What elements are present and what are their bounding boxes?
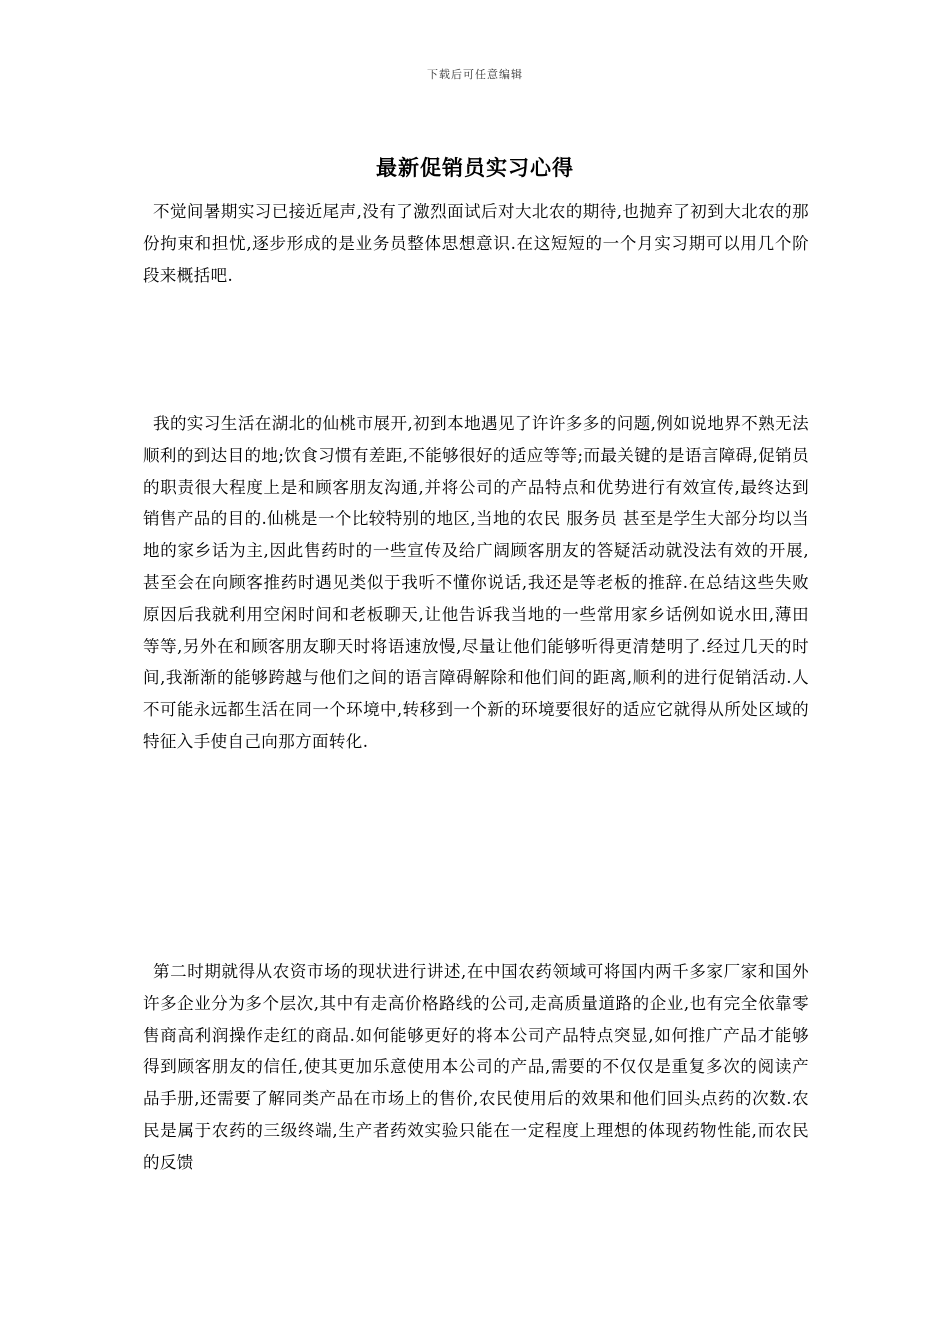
paragraph-3: 第二时期就得从农资市场的现状进行讲述,在中国农药领域可将国内两千多家厂家和国外许多企业分为多个层次,其中有走高价格路线的公司,走高质量道路的企业,也有完全依靠零售商高利润操作走红的商品.如何能够更好的将本公司产品特点突显,如何推广产品才能够得到顾客朋友的信任,使其更加乐意使用本公司的产品,需要的不仅仅是重复多次的阅读产品手册,还需要了解同类产品在市场上的售价,农民使用后的效果和他们回头点药的次数.农民是属于农药的三级终端,生产者药效实验只能在一定程度上理想的体现药物性能,而农民的反馈 [143, 962, 809, 1172]
header-note: 下载后可任意编辑 [427, 68, 523, 81]
document-title: 最新促销员实习心得 [376, 156, 574, 180]
paragraph-2: 我的实习生活在湖北的仙桃市展开,初到本地遇见了许许多多的问题,例如说地界不熟无法顺利的到达目的地;饮食习惯有差距,不能够很好的适应等等;而最关键的是语言障碍,促销员的职责很大程度上是和顾客朋友沟通,并将公司的产品特点和优势进行有效宣传,最终达到销售产品的目的.仙桃是一个比较特别的地区,当地的农民 服务员 甚至是学生大部分均以当地的家乡话为主,因此售药时的一些宣传及给广阔顾客朋友的答疑活动就没法有效的开展,甚至会在向顾客推药时遇见类似于我听不懂你说话,我还是等老板的推辞.在总结这些失败原因后我就利用空闲时间和老板聊天,让他告诉我当地的一些常用家乡话例如说水田,薄田等等,另外在和顾客朋友聊天时将语速放慢,尽量让他们能够听得更清楚明了.经过几天的时间,我渐渐的能够跨越与他们之间的语言障碍解除和他们间的距离,顺利的进行促销活动.人不可能永远都生活在同一个环境中,转移到一个新的环境要很好的适应它就得从所处区域的特征入手使自己向那方面转化. [143, 414, 809, 751]
paragraph-1: 不觉间暑期实习已接近尾声,没有了激烈面试后对大北农的期待,也抛弃了初到大北农的那份拘束和担忧,逐步形成的是业务员整体思想意识.在这短短的一个月实习期可以用几个阶段来概括吧. [143, 202, 809, 285]
